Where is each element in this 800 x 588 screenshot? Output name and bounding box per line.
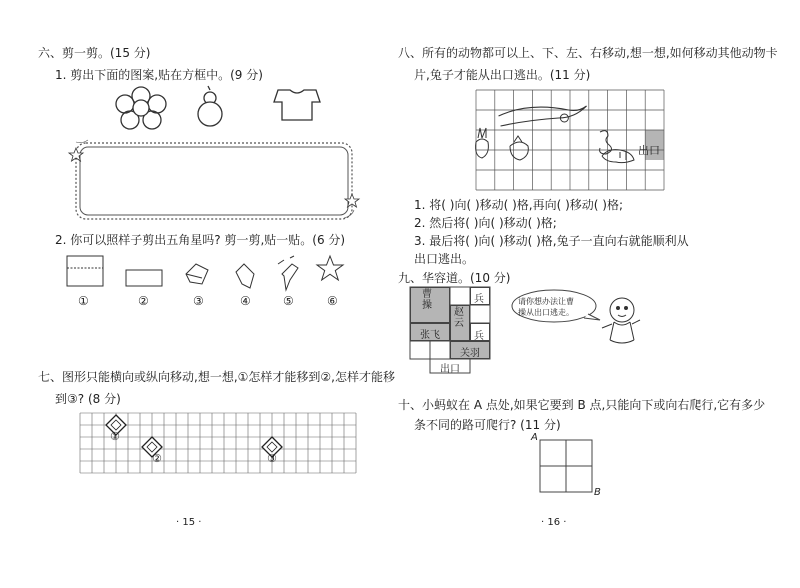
section-9-title: 九、华容道。(10 分) [398,271,511,285]
rabbit-icon [476,128,489,158]
step-label: ③ [193,294,204,308]
cut-patterns [110,84,330,130]
step-label: ⑥ [327,294,338,308]
section-10-line1: 十、小蚂蚁在 A 点处,如果它要到 B 点,只能向下或向右爬行,它有多少 [398,398,766,412]
point-b: B [594,487,601,498]
block-zhaoyun: 赵云 [454,307,464,329]
block-exit: 出口 [440,364,460,375]
exit-label: 出口 [638,144,660,157]
bubble-line: 请你想办法让曹 [518,297,574,306]
page-number-left: · 15 · [176,517,202,528]
point-a: A [531,432,538,443]
folding-steps [64,252,354,298]
shape-labels [80,413,356,473]
section-6-q2: 2. 你可以照样子剪出五角星吗? 剪一剪,贴一贴。(6 分) [55,233,346,247]
cat-icon [510,136,528,160]
answer-line-3b: 出口逃出。 [414,252,475,266]
klotski-labels [410,287,490,373]
star-icon [345,194,359,207]
block-guanyu: 关羽 [460,348,480,359]
block-caocao: 曹操 [422,289,432,311]
answer-line-3: 3. 最后将( )向( )移动( )格,兔子一直向右就能顺利从 [414,234,689,248]
section-7-line2: 到③? (8 分) [55,392,121,406]
page-number-right: · 16 · [541,517,567,528]
step-label: ① [78,294,89,308]
section-6-title: 六、剪一剪。(15 分) [38,46,151,60]
shape-label: ③ [267,452,277,465]
tiger-icon [602,150,634,163]
flower-icon [116,87,166,129]
section-6-q1: 1. 剪出下面的图案,贴在方框中。(9 分) [55,68,263,82]
star-icon [317,256,343,280]
shape-label: ① [110,430,120,443]
section-8-line2: 片,兔子才能从出口逃出。(11 分) [414,68,591,82]
animal-grid [470,82,664,192]
paste-frame [68,138,360,222]
peacock-icon [499,106,587,126]
step-label: ② [138,294,149,308]
gourd-icon [198,86,222,126]
path-grid [540,436,596,492]
answer-line-1: 1. 将( )向( )移动( )格,再向( )移动( )格; [414,198,624,212]
shape-label: ② [152,452,162,465]
step-label: ④ [240,294,251,308]
block-zhangfei: 张飞 [420,330,440,341]
step-label: ⑤ [283,294,294,308]
block-soldier: 兵 [474,331,484,342]
bubble-text [518,296,574,318]
child-cartoon-icon [602,298,640,343]
step-labels [64,294,354,308]
section-10-line2: 条不同的路可爬行? (11 分) [414,418,561,432]
section-7-line1: 七、图形只能横向或纵向移动,想一想,①怎样才能移到②,怎样才能移 [38,370,395,384]
shirt-icon [274,90,320,120]
bubble-line: 操从出口逃走。 [518,308,574,317]
section-8-line1: 八、所有的动物都可以上、下、左、右移动,想一想,如何移动其他动物卡 [398,46,778,60]
answer-line-2: 2. 然后将( )向( )移动( )格; [414,216,557,230]
block-soldier: 兵 [474,294,484,305]
